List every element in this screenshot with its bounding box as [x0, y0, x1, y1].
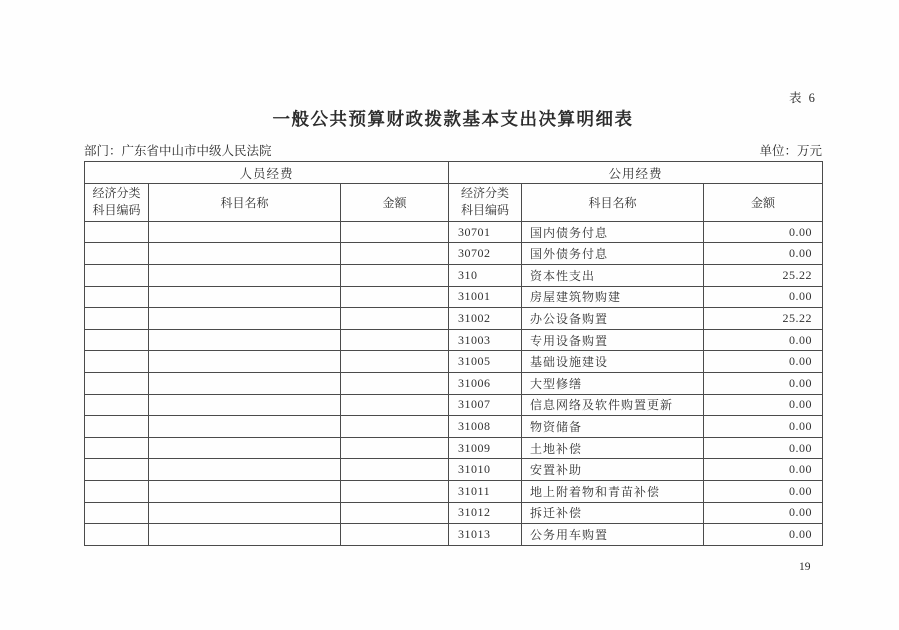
right-code-cell: 31001: [449, 286, 522, 308]
table-row: [85, 480, 823, 502]
right-name-cell: 安置补助: [522, 459, 704, 481]
table-row: [85, 437, 823, 459]
left-amount-cell: [341, 394, 449, 416]
left-code-cell: [85, 286, 149, 308]
left-code-cell: [85, 394, 149, 416]
left-amount-cell: [341, 372, 449, 394]
left-amount-cell: [341, 524, 449, 546]
left-amount-cell: [341, 221, 449, 243]
table-row: [85, 459, 823, 481]
col-header-left-code-line2: 科目编码: [92, 203, 141, 218]
right-name-cell: 公务用车购置: [522, 524, 704, 546]
right-code-cell: 310: [449, 264, 522, 286]
right-amount-cell: 0.00: [704, 351, 823, 373]
right-code-cell: 31013: [449, 524, 522, 546]
left-name-cell: [149, 480, 341, 502]
col-header-left-code-line1: 经济分类: [92, 186, 141, 200]
group-header-personnel: 人员经费: [85, 162, 449, 184]
right-code-cell: 31010: [449, 459, 522, 481]
left-code-cell: [85, 372, 149, 394]
right-name-cell: 大型修缮: [522, 372, 704, 394]
col-header-right-code-line1: 经济分类: [461, 186, 510, 200]
table-row: [85, 416, 823, 438]
budget-table: [84, 161, 823, 546]
meta-row: [84, 141, 822, 159]
left-code-cell: [85, 459, 149, 481]
right-code-cell: 30701: [449, 221, 522, 243]
right-code-cell: 31008: [449, 416, 522, 438]
right-name-cell: 专用设备购置: [522, 329, 704, 351]
right-name-cell: 物资储备: [522, 416, 704, 438]
right-amount-cell: 0.00: [704, 221, 823, 243]
right-name-cell: 国内债务付息: [522, 221, 704, 243]
left-amount-cell: [341, 480, 449, 502]
right-amount-cell: 0.00: [704, 502, 823, 524]
col-header-right-code-line2: 科目编码: [461, 203, 510, 218]
right-amount-cell: 0.00: [704, 329, 823, 351]
col-header-right-code: [449, 184, 522, 222]
right-code-cell: 31003: [449, 329, 522, 351]
left-code-cell: [85, 329, 149, 351]
col-header-right-name: 科目名称: [522, 184, 704, 222]
page-title: 一般公共预算财政拨款基本支出决算明细表: [272, 109, 634, 129]
right-amount-cell: 0.00: [704, 524, 823, 546]
unit-label: 单位：万元: [759, 144, 822, 158]
table-row: [85, 351, 823, 373]
left-amount-cell: [341, 286, 449, 308]
table-row: [85, 524, 823, 546]
right-code-cell: 31005: [449, 351, 522, 373]
left-code-cell: [85, 264, 149, 286]
left-code-cell: [85, 502, 149, 524]
col-header-left-amount: 金额: [341, 184, 449, 222]
left-name-cell: [149, 437, 341, 459]
left-name-cell: [149, 394, 341, 416]
left-amount-cell: [341, 437, 449, 459]
right-amount-cell: 0.00: [704, 480, 823, 502]
table-body: [85, 221, 823, 545]
right-name-cell: 地上附着物和青苗补偿: [522, 480, 704, 502]
left-code-cell: [85, 524, 149, 546]
group-header-public: 公用经费: [449, 162, 823, 184]
right-name-cell: 土地补偿: [522, 437, 704, 459]
left-name-cell: [149, 264, 341, 286]
table-row: [85, 372, 823, 394]
left-name-cell: [149, 221, 341, 243]
right-code-cell: 31006: [449, 372, 522, 394]
left-name-cell: [149, 524, 341, 546]
right-amount-cell: 0.00: [704, 286, 823, 308]
col-header-left-name: 科目名称: [149, 184, 341, 222]
column-header-row: [85, 184, 823, 222]
table-row: [85, 308, 823, 330]
table-number-label: 表 6: [789, 91, 817, 105]
department-label: 部门：广东省中山市中级人民法院: [84, 144, 272, 158]
left-code-cell: [85, 480, 149, 502]
left-name-cell: [149, 459, 341, 481]
right-amount-cell: 0.00: [704, 394, 823, 416]
right-amount-cell: 0.00: [704, 372, 823, 394]
left-name-cell: [149, 286, 341, 308]
right-name-cell: 基础设施建设: [522, 351, 704, 373]
col-header-left-code: [85, 184, 149, 222]
left-code-cell: [85, 437, 149, 459]
left-amount-cell: [341, 329, 449, 351]
left-amount-cell: [341, 351, 449, 373]
right-code-cell: 31011: [449, 480, 522, 502]
right-name-cell: 资本性支出: [522, 264, 704, 286]
left-amount-cell: [341, 243, 449, 265]
right-amount-cell: 0.00: [704, 416, 823, 438]
right-name-cell: 房屋建筑物购建: [522, 286, 704, 308]
right-code-cell: 31012: [449, 502, 522, 524]
right-name-cell: 拆迁补偿: [522, 502, 704, 524]
right-amount-cell: 25.22: [704, 308, 823, 330]
right-code-cell: 30702: [449, 243, 522, 265]
right-name-cell: 信息网络及软件购置更新: [522, 394, 704, 416]
left-code-cell: [85, 351, 149, 373]
left-code-cell: [85, 416, 149, 438]
table-row: [85, 264, 823, 286]
table-row: [85, 502, 823, 524]
left-amount-cell: [341, 308, 449, 330]
left-name-cell: [149, 351, 341, 373]
left-amount-cell: [341, 459, 449, 481]
right-name-cell: 国外债务付息: [522, 243, 704, 265]
group-header-row: [85, 162, 823, 184]
right-amount-cell: 0.00: [704, 459, 823, 481]
left-name-cell: [149, 416, 341, 438]
left-amount-cell: [341, 264, 449, 286]
right-amount-cell: 25.22: [704, 264, 823, 286]
left-code-cell: [85, 243, 149, 265]
right-code-cell: 31007: [449, 394, 522, 416]
table-row: [85, 286, 823, 308]
left-amount-cell: [341, 416, 449, 438]
page-number: 19: [799, 561, 811, 573]
left-code-cell: [85, 221, 149, 243]
col-header-right-amount: 金额: [704, 184, 823, 222]
left-name-cell: [149, 329, 341, 351]
table-row: [85, 221, 823, 243]
left-name-cell: [149, 308, 341, 330]
table-row: [85, 394, 823, 416]
right-amount-cell: 0.00: [704, 243, 823, 265]
left-amount-cell: [341, 502, 449, 524]
right-name-cell: 办公设备购置: [522, 308, 704, 330]
right-code-cell: 31002: [449, 308, 522, 330]
left-name-cell: [149, 502, 341, 524]
table-head: [85, 162, 823, 222]
right-amount-cell: 0.00: [704, 437, 823, 459]
table-row: [85, 329, 823, 351]
left-name-cell: [149, 372, 341, 394]
right-code-cell: 31009: [449, 437, 522, 459]
left-name-cell: [149, 243, 341, 265]
table-row: [85, 243, 823, 265]
left-code-cell: [85, 308, 149, 330]
